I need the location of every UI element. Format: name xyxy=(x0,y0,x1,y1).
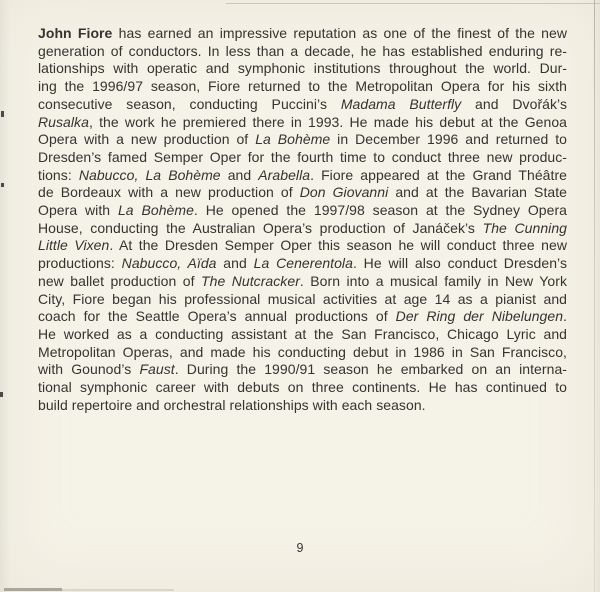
scan-edge-bottom-strip xyxy=(4,588,62,591)
page-number: 9 xyxy=(296,541,304,555)
bio-text-segment: has earned an impressive reputation as one of the finest of the new xyxy=(112,25,567,41)
bio-line xyxy=(38,344,567,362)
bio-text-segment: Arabella xyxy=(258,166,311,183)
bio-line xyxy=(38,167,567,185)
bio-text-segment: The Nutcracker xyxy=(201,272,300,289)
bio-line xyxy=(38,308,567,326)
bio-text-segment: . Fiore appeared at the Grand Théâtre xyxy=(310,166,568,183)
bio-text-segment: . During the 1990/91 season he embarked on an interna- xyxy=(174,361,567,378)
bio-line xyxy=(38,60,567,78)
bio-text-segment: La Bohème xyxy=(255,131,331,148)
bio-line xyxy=(38,397,567,415)
scan-edge-right-line xyxy=(594,0,595,592)
bio-text-segment: Madama Butterfly xyxy=(340,95,462,112)
bio-text-segment: Dresden’s famed Semper Oper for the fourth time to conduct three new produc- xyxy=(38,148,567,165)
scan-edge-bottom-strip-faint xyxy=(62,589,174,591)
bio-line xyxy=(38,78,567,96)
bio-text-segment: consecutive season, conducting Puccini’s xyxy=(38,95,341,112)
bio-line xyxy=(38,43,567,61)
bio-text-segment: He worked as a conducting assistant at the San Francisco, Chicago Lyric and xyxy=(38,325,567,342)
bio-text-segment: La Bohème xyxy=(117,202,194,219)
bio-text-segment: ing the 1996/97 season, Fiore returned to the Metropolitan Opera for his sixth xyxy=(38,78,567,95)
bio-text-segment: coach for the Seattle Opera’s annual productions of xyxy=(38,308,396,325)
bio-text-segment: and at the Bavarian State xyxy=(388,184,567,201)
bio-line xyxy=(38,220,567,238)
bio-text-segment: The Cunning xyxy=(482,219,567,236)
bio-line xyxy=(38,114,567,132)
bio-text-segment: in December 1996 and returned to xyxy=(330,131,568,148)
bio-text-segment: , the work he premiered there in 1993. He made his debut at the Genoa xyxy=(88,113,567,130)
bio-line xyxy=(38,25,567,43)
bio-text-segment: . At the Dresden Semper Oper this season he will conduct three new xyxy=(109,237,567,254)
bio-text-segment: new ballet production of xyxy=(38,272,202,289)
bio-line xyxy=(38,184,567,202)
bio-text-segment: lationships with operatic and symphonic institutions throughout the world. Dur- xyxy=(38,60,567,77)
bio-line xyxy=(38,291,567,309)
bio-line xyxy=(38,273,567,291)
bio-line xyxy=(38,202,567,220)
scan-edge-top-line xyxy=(226,3,600,4)
bio-text-segment: . xyxy=(563,308,567,325)
bio-text-segment: Rusalka xyxy=(38,113,89,130)
bio-text-segment: . He will also conduct Dresden’s xyxy=(352,255,568,272)
bio-line xyxy=(38,149,567,167)
bio-text-segment: Metropolitan Operas, and made his conducting debut in 1986 in San Francisco, xyxy=(38,343,567,360)
bio-text-segment: productions: xyxy=(38,255,122,272)
bio-line xyxy=(38,131,567,149)
scan-speck xyxy=(1,183,4,187)
bio-line xyxy=(38,361,567,379)
scan-speck xyxy=(1,111,4,117)
bio-text-segment: tions: xyxy=(38,166,79,183)
bio-text-segment: John Fiore xyxy=(38,25,113,41)
bio-text-segment: de Bordeaux with a new production of xyxy=(38,184,300,201)
bio-text-segment: with Gounod’s xyxy=(38,361,140,378)
bio-text-segment: tional symphonic career with debuts on three continents. He has continued to xyxy=(38,379,567,396)
bio-text-segment: Don Giovanni xyxy=(299,184,389,201)
bio-text-segment: . Born into a musical family in New York xyxy=(299,272,568,289)
bio-line xyxy=(38,255,567,273)
bio-text-segment: and xyxy=(220,166,259,183)
bio-text-segment: Nabucco, La Bohème xyxy=(78,166,221,183)
bio-text-segment: La Cenerentola xyxy=(253,255,353,272)
bio-text-segment: Nabucco, Aïda xyxy=(121,255,217,272)
bio-text-segment: and Dvořák’s xyxy=(461,95,567,112)
bio-text-segment: House, conducting the Australian Opera’s production of Janáček’s xyxy=(38,219,483,236)
bio-text-segment: . He opened the 1997/98 season at the Sydney Opera xyxy=(193,202,568,219)
bio-text-segment: Opera with xyxy=(38,202,118,219)
bio-line xyxy=(38,326,567,344)
bio-text-segment: generation of conductors. In less than a decade, he has established enduring re- xyxy=(38,42,567,59)
bio-line xyxy=(38,379,567,397)
bio-text-segment: Faust xyxy=(139,361,175,378)
bio-text-segment: City, Fiore began his professional musical activities at age 14 as a pianist and xyxy=(38,290,567,307)
bio-text-segment: Little Vixen xyxy=(38,237,110,254)
bio-line xyxy=(38,96,567,114)
bio-line xyxy=(38,237,567,255)
scan-speck xyxy=(0,392,3,397)
bio-text-segment: and xyxy=(216,255,254,272)
bio-text-segment: Opera with a new production of xyxy=(38,131,256,148)
biography-paragraph xyxy=(38,25,567,414)
bio-text-segment: Der Ring der Nibelungen xyxy=(395,308,564,325)
bio-text-segment: build repertoire and orchestral relationships with each season. xyxy=(38,396,426,413)
